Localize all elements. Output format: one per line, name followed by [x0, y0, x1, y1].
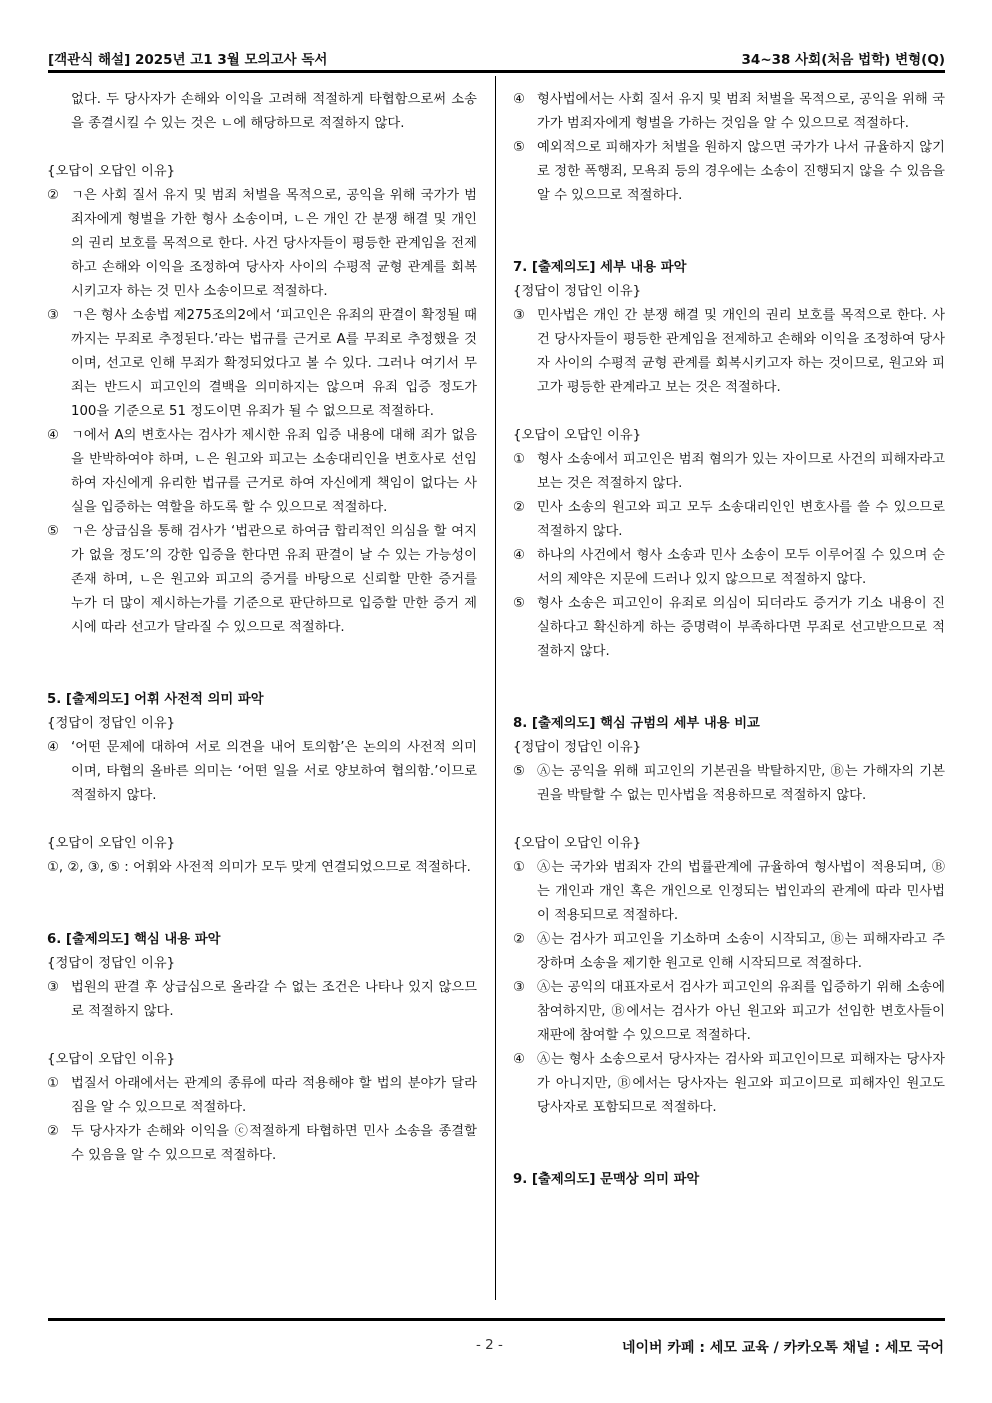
choice-mark: ③ — [513, 980, 525, 995]
answer-item — [513, 136, 945, 208]
choice-mark: ③ — [47, 308, 59, 323]
left-column — [47, 88, 477, 1168]
answer-text: Ⓐ는 형사 소송으로서 당사자는 검사와 피고인이므로 피해자는 당사자가 아니지만, Ⓑ에서는 당사자는 원고와 피고이므로 피해자인 원고도 당사자로 포함되므로 적절하다. — [537, 1052, 945, 1115]
answer-item — [513, 760, 945, 808]
choice-mark: ② — [513, 932, 525, 947]
header-rule — [48, 70, 945, 73]
answer-item — [47, 736, 477, 808]
answer-item — [47, 1072, 477, 1120]
intro-paragraph: 없다. 두 당사자가 손해와 이익을 고려해 적절하게 타협함으로써 소송을 종결시킬 수 있는 것은 ㄴ에 해당하므로 적절하지 않다. — [71, 92, 477, 131]
answer-text: 법질서 아래에서는 관계의 종류에 따라 적용해야 할 법의 분야가 달라짐을 알 수 있으므로 적절하다. — [71, 1076, 477, 1115]
section-title-q7: 7. [출제의도] 세부 내용 파악 — [513, 260, 687, 275]
answer-item — [47, 1120, 477, 1168]
choice-mark: ① — [513, 452, 525, 467]
answer-item — [513, 544, 945, 592]
answer-text: Ⓐ는 공익의 대표자로서 검사가 피고인의 유죄를 입증하기 위해 소송에 참여하지만, Ⓑ에서는 검사가 아닌 원고와 피고가 선임한 변호사들이 재판에 참여할 수 있으므로 적절하다. — [537, 980, 945, 1043]
answer-item — [513, 88, 945, 136]
choice-mark: ② — [47, 1124, 59, 1139]
choice-mark: ③ — [47, 980, 59, 995]
choice-mark: ④ — [513, 1052, 525, 1067]
section-title-q6: 6. [출제의도] 핵심 내용 파악 — [47, 932, 221, 947]
wrong-answer-label: {오답이 오답인 이유} — [47, 1052, 176, 1067]
answer-item — [47, 304, 477, 424]
column-divider — [495, 76, 496, 1300]
answer-text: ㄱ에서 A의 변호사는 검사가 제시한 유죄 입증 내용에 대해 죄가 없음을 반박하여야 하며, ㄴ은 원고와 피고는 소송대리인을 변호사로 선임하여 자신에게 유리한 법규를 근거로 하여 자신에게 책임이 없다는 사실을 입증하는 역할을 하도록 할 수 있으므로 적절하다. — [71, 428, 477, 515]
answer-item — [513, 928, 945, 976]
section-title-q8: 8. [출제의도] 핵심 규범의 세부 내용 비교 — [513, 716, 760, 731]
answer-text: Ⓐ는 검사가 피고인을 기소하며 소송이 시작되고, Ⓑ는 피해자라고 주장하며 소송을 제기한 원고로 인해 시작되므로 적절하다. — [537, 932, 945, 971]
answer-item — [47, 424, 477, 520]
answer-text: 법원의 판결 후 상급심으로 올라갈 수 없는 조건은 나타나 있지 않으므로 적절하지 않다. — [71, 980, 477, 1019]
wrong-answer-label: {오답이 오답인 이유} — [513, 428, 642, 443]
choice-mark: ① — [47, 1076, 59, 1091]
answer-item — [513, 1048, 945, 1120]
answer-text: ㄱ은 사회 질서 유지 및 범죄 처벌을 목적으로, 공익을 위해 국가가 범죄자에게 형벌을 가한 형사 소송이며, ㄴ은 개인 간 분쟁 해결 및 개인의 권리 보호를 목적으로 한다. 사건 당사자들이 평등한 관계임을 전제하고 손해와 이익을 조정하여 당사자 사이의 수평적 균형 관계를 회복시키고자 하는 것 민사 소송이므로 적절하다. — [71, 188, 477, 299]
answer-text: Ⓐ는 국가와 범죄자 간의 법률관계에 규율하여 형사법이 적용되며, Ⓑ는 개인과 개인 혹은 개인으로 인정되는 법인과의 관계에 따라 민사법이 적용되므로 적절하다. — [537, 860, 945, 923]
footer-rule — [48, 1318, 945, 1321]
right-column — [513, 88, 945, 1192]
wrong-answer-label: {오답이 오답인 이유} — [513, 836, 642, 851]
correct-answer-label: {정답이 정답인 이유} — [47, 716, 176, 731]
answer-text: ㄱ은 형사 소송법 제275조의2에서 ‘피고인은 유죄의 판결이 확정될 때까지는 무죄로 추정된다.’라는 법규를 근거로 A를 무죄로 추정했을 것이며, 선고로 인해 무죄가 확정되었다고 볼 수 있다. 그러나 여기서 무죄는 반드시 피고인의 결백을 의미하지는 않으며 유죄 입증 정도가 100을 기준으로 51 정도이면 유죄가 될 수 없으므로 적절하다. — [71, 308, 477, 419]
choice-mark: ③ — [513, 308, 525, 323]
header-title: [객관식 해설] 2025년 고1 3월 모의고사 독서 — [48, 52, 328, 68]
section-title-q5: 5. [출제의도] 어휘 사전적 의미 파악 — [47, 692, 264, 707]
choice-mark: ① — [513, 860, 525, 875]
choice-mark: ④ — [513, 548, 525, 563]
header-subtitle: 34~38 사회(처음 법학) 변형(Q) — [741, 52, 945, 68]
choice-mark: ⑤ — [513, 764, 525, 779]
answer-item — [513, 304, 945, 400]
answer-text: ‘어떤 문제에 대하여 서로 의견을 내어 토의함’은 논의의 사전적 의미이며, 타협의 올바른 의미는 ‘어떤 일을 서로 양보하여 협의함.’이므로 적절하지 않다. — [71, 740, 477, 803]
answer-text: 예외적으로 피해자가 처벌을 원하지 않으면 국가가 나서 규율하지 않기로 정한 폭행죄, 모욕죄 등의 경우에는 소송이 진행되지 않을 수 있음을 알 수 있으므로 적절하다. — [537, 140, 945, 203]
correct-answer-label: {정답이 정답인 이유} — [513, 740, 642, 755]
choice-mark: ⑤ — [47, 524, 59, 539]
answer-text: 민사 소송의 원고와 피고 모두 소송대리인인 변호사를 쓸 수 있으므로 적절하지 않다. — [537, 500, 945, 539]
answer-text: 두 당사자가 손해와 이익을 ⓒ적절하게 타협하면 민사 소송을 종결할 수 있음을 알 수 있으므로 적절하다. — [71, 1124, 477, 1163]
answer-text: 형사 소송은 피고인이 유죄로 의심이 되더라도 증거가 기소 내용이 진실하다고 확신하게 하는 증명력이 부족하다면 무죄로 선고받으므로 적절하지 않다. — [537, 596, 945, 659]
correct-answer-label: {정답이 정답인 이유} — [47, 956, 176, 971]
wrong-answer-label: {오답이 오답인 이유} — [47, 164, 176, 179]
choice-mark: ⑤ — [513, 140, 525, 155]
answer-item — [47, 184, 477, 304]
answer-text: 형사 소송에서 피고인은 범죄 혐의가 있는 자이므로 사건의 피해자라고 보는 것은 적절하지 않다. — [537, 452, 945, 491]
answer-text: 형사법에서는 사회 질서 유지 및 범죄 처벌을 목적으로, 공익을 위해 국가가 범죄자에게 형벌을 가하는 것임을 알 수 있으므로 적절하다. — [537, 92, 945, 131]
page-number: - 2 - — [476, 1337, 503, 1353]
footer-channel-info: 네이버 카페 : 세모 교육 / 카카오톡 채널 : 세모 국어 — [621, 1340, 944, 1356]
page-header — [48, 44, 945, 72]
answer-item — [47, 520, 477, 640]
answer-item — [513, 496, 945, 544]
correct-answer-label: {정답이 정답인 이유} — [513, 284, 642, 299]
answer-text: 민사법은 개인 간 분쟁 해결 및 개인의 권리 보호를 목적으로 한다. 사건 당사자들이 평등한 관계임을 전제하고 손해와 이익을 조정하여 당사자 사이의 수평적 균형 관계를 회복시키고자 하는 것이므로, 원고와 피고가 평등한 관계라고 보는 것은 적절하다. — [537, 308, 945, 395]
answer-text: ㄱ은 상급심을 통해 검사가 ‘법관으로 하여금 합리적인 의심을 할 여지가 없을 정도’의 강한 입증을 한다면 유죄 판결이 날 수 있는 가능성이 존재 하며, ㄴ은 원고와 피고의 증거를 바탕으로 신뢰할 만한 증거를 누가 더 많이 제시하는가를 기준으로 판단하므로 입증할 만한 증거 제시에 따라 선고가 달라질 수 있으므로 적절하다. — [71, 524, 477, 635]
answer-item — [513, 856, 945, 928]
choice-mark: ④ — [513, 92, 525, 107]
choice-mark: ④ — [47, 428, 59, 443]
choice-mark: ② — [47, 188, 59, 203]
answer-item — [513, 976, 945, 1048]
answer-item — [513, 448, 945, 496]
choice-mark: ⑤ — [513, 596, 525, 611]
answer-item — [47, 976, 477, 1024]
wrong-answer-label: {오답이 오답인 이유} — [47, 836, 176, 851]
answer-text: ①, ②, ③, ⑤ : 어휘와 사전적 의미가 모두 맞게 연결되었으므로 적절하다. — [47, 860, 471, 875]
choice-mark: ② — [513, 500, 525, 515]
answer-item — [513, 592, 945, 664]
choice-mark: ④ — [47, 740, 59, 755]
answer-text: 하나의 사건에서 형사 소송과 민사 소송이 모두 이루어질 수 있으며 순서의 제약은 지문에 드러나 있지 않으므로 적절하지 않다. — [537, 548, 945, 587]
answer-text: Ⓐ는 공익을 위해 피고인의 기본권을 박탈하지만, Ⓑ는 가해자의 기본권을 박탈할 수 없는 민사법을 적용하므로 적절하지 않다. — [537, 764, 945, 803]
section-title-q9: 9. [출제의도] 문맥상 의미 파악 — [513, 1172, 700, 1187]
